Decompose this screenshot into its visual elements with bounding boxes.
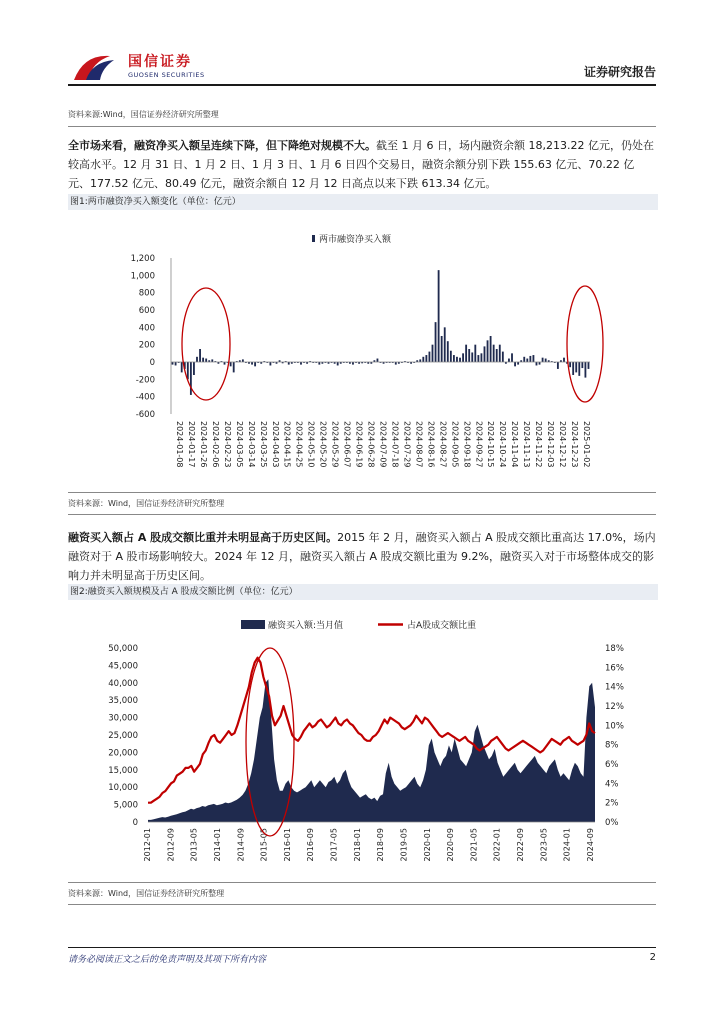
figure-1-caption: 图1:两市融资净买入额变化（单位：亿元） [68,194,658,210]
x-tick-label: 2024-05-20 [318,421,328,468]
figure-1-chart [68,216,656,488]
y-tick-label: -600 [135,410,155,420]
x-tick-label: 2019-05 [399,828,409,862]
legend-label-line: 占A股成交额比重 [407,621,477,631]
y-tick-label: -400 [135,392,155,403]
x-tick-label: 2017-05 [329,828,339,862]
x-tick-label: 2024-09 [586,828,595,862]
bar [496,349,498,362]
x-tick-label: 2012-09 [166,828,176,862]
x-tick-label: 2024-06-28 [366,421,376,468]
bar [471,352,473,362]
bar [569,362,571,367]
x-tick-label: 2024-02-23 [222,421,232,468]
y-right-tick-label: 8% [605,740,619,751]
report-type: 证券研究报告 [583,65,656,79]
x-tick-label: 2024-04-03 [270,421,280,468]
bar [205,359,207,362]
bar [523,357,525,362]
bar [477,355,479,362]
x-tick-label: 2024-11-13 [522,421,532,468]
x-tick-label: 2024-09-05 [450,421,460,468]
y-tick-label: -200 [135,375,155,386]
x-tick-label: 2024-07-29 [402,421,412,468]
bar [578,362,580,376]
x-tick-label: 2023-05 [539,828,549,862]
footer-disclaimer: 请务必阅读正文之后的免责声明及其项下所有内容 [68,955,267,965]
x-tick-label: 2024-01-17 [186,421,196,468]
bar [465,345,467,362]
x-tick-label: 2015-05 [259,828,269,862]
bar [533,355,535,362]
y-right-tick-label: 10% [605,721,624,732]
bar [441,336,443,362]
x-tick-label: 2024-05-10 [306,421,316,468]
bar [502,352,504,362]
paragraph-1 [68,136,656,193]
x-tick-label: 2024-08-16 [426,421,436,468]
bar [572,362,574,375]
x-tick-label: 2024-11-04 [510,421,520,468]
bar [233,362,235,372]
bar [447,341,449,362]
bar [199,349,201,362]
bar [484,346,486,362]
y-left-tick-label: 0 [132,818,138,828]
y-right-tick-label: 0% [605,818,619,828]
bar [453,355,455,362]
paragraph-1-lead: 全市场来看，融资净买入额呈连续下降，但下降绝对规模不大。 [68,139,376,152]
x-tick-label: 2024-06-19 [354,421,364,468]
bar [511,353,513,362]
y-right-tick-label: 6% [605,760,619,770]
bar [584,362,586,378]
bar [254,362,256,366]
x-tick-label: 2024-01 [562,828,572,862]
footer-divider [68,947,656,948]
bar [490,336,492,362]
x-tick-label: 2013-05 [189,828,199,862]
bar [563,358,565,362]
y-left-tick-label: 25,000 [108,731,138,741]
x-tick-label: 2024-01-26 [198,421,208,468]
y-right-tick-label: 12% [605,702,624,712]
bar [432,345,434,362]
brand-logo [70,50,205,86]
bar [438,270,440,362]
bar [435,322,437,362]
bar [542,358,544,362]
highlight-ellipse-left [182,288,230,400]
x-tick-label: 2024-03-14 [246,421,256,468]
x-tick-label: 2021-05 [469,828,479,862]
paragraph-1-body: 截至 1 月 6 日，场内融资余额 18,213.22 亿元，仍处在较高水平。12 月 31 日、1 月 2 日、1 月 3 日、1 月 6 日四个交易日，融资余额分别下跌 155.63 亿元、70.22 亿元、177.52 亿元、80.49 亿元，融资余额自 12 月 12 日高点以来下跌 613.34 亿元。 [68,139,654,190]
bar [422,357,424,362]
bar [202,358,204,362]
y-tick-label: 600 [138,306,155,316]
x-tick-label: 2025-01-02 [582,421,592,468]
figure-2-bottom-divider [68,904,656,905]
y-left-tick-label: 50,000 [108,644,138,654]
bar [474,345,476,362]
figure-2-divider [68,882,656,883]
x-tick-label: 2024-07-18 [390,421,400,468]
y-tick-label: 1,200 [130,254,155,264]
y-left-tick-label: 45,000 [108,661,138,672]
figure-1-bottom-divider [68,514,656,515]
bar [459,358,461,362]
x-tick-label: 2016-09 [306,828,316,862]
bar [425,355,427,362]
bar [557,362,559,369]
bar [487,340,489,362]
bar [269,362,271,365]
bar [462,353,464,362]
y-right-tick-label: 16% [605,663,624,674]
x-tick-label: 2018-09 [376,828,386,862]
bar [481,353,483,362]
figure-2-chart [68,606,656,878]
x-tick-label: 2020-09 [446,828,456,862]
y-left-tick-label: 30,000 [108,713,138,724]
y-left-tick-label: 35,000 [108,696,138,707]
logo-emblem-icon [70,50,124,86]
y-tick-label: 1,000 [130,271,155,282]
bar [193,362,195,375]
source-divider-top [68,126,656,127]
x-tick-label: 2016-01 [282,828,292,862]
x-tick-label: 2024-02-06 [210,421,220,468]
bar [581,362,583,368]
bar [529,356,531,362]
y-tick-label: 0 [149,358,155,368]
x-tick-label: 2024-07-09 [378,421,388,468]
legend-label-area: 融资买入额:当月值 [268,621,344,631]
bar [493,345,495,362]
legend-swatch [312,235,315,242]
bar [175,362,177,365]
paragraph-2-body: 2015 年 2 月，融资买入额占 A 股成交额比重高达 17.0%，场内融资对于 A 股市场影响较大。2024 年 12 月，融资买入额占 A 股成交额比重为 9.2%，融资买入对于市场整体成交的影响力并未明显高于历史区间。 [68,531,656,582]
paragraph-2 [68,528,656,585]
logo-name: 国信证券 [128,54,192,70]
x-tick-label: 2022-01 [492,828,502,862]
figure-1-divider [68,492,656,493]
bar [337,362,339,365]
paragraph-2-lead: 融资买入额占 A 股成交额比重并未明显高于历史区间。 [68,531,338,544]
header-divider [68,84,656,86]
x-tick-label: 2024-12-03 [546,421,556,468]
figure-2-caption: 图2:融资买入额规模及占 A 股成交额比例（单位：亿元） [68,584,658,600]
x-tick-label: 2024-03-25 [258,421,268,468]
bar [456,357,458,362]
y-right-tick-label: 18% [605,644,624,654]
x-tick-label: 2024-01-08 [174,421,184,468]
y-right-tick-label: 2% [605,798,619,809]
y-right-tick-label: 14% [605,682,624,693]
bar [230,362,232,366]
x-tick-label: 2024-06-07 [342,421,352,468]
logo-subtitle: GUOSEN SECURITIES [128,71,205,79]
bar [575,362,577,372]
bar [377,359,379,362]
x-tick-label: 2024-10-15 [486,421,496,468]
x-tick-label: 2020-01 [422,828,432,862]
y-left-tick-label: 20,000 [108,748,138,759]
bar [181,362,183,372]
figure-1-source: 资料来源：Wind，国信证券经济研究所整理 [68,499,225,508]
x-tick-label: 2024-05-29 [330,421,340,468]
x-tick-label: 2022-09 [516,828,526,862]
bar [444,327,446,362]
legend-label: 两市融资净买入额 [319,235,392,245]
x-tick-label: 2024-08-27 [438,421,448,468]
x-tick-label: 2018-01 [352,828,362,862]
figure-2-source: 资料来源：Wind，国信证券经济研究所整理 [68,889,225,898]
y-tick-label: 800 [138,288,155,299]
page-number: 2 [649,952,656,963]
y-left-tick-label: 40,000 [108,678,138,689]
y-right-tick-label: 4% [605,779,619,790]
x-tick-label: 2024-10-24 [498,421,508,468]
x-tick-label: 2024-08-07 [414,421,424,468]
bar [468,349,470,362]
area-financing-buy [148,679,595,822]
x-tick-label: 2024-03-05 [234,421,244,468]
bar [429,352,431,362]
bar [536,362,538,365]
x-tick-label: 2024-12-12 [558,421,568,468]
legend-swatch-area [241,620,265,629]
x-tick-label: 2014-09 [236,828,246,862]
y-left-tick-label: 10,000 [108,783,138,794]
y-tick-label: 200 [138,340,155,351]
bar [196,357,198,362]
highlight-ellipse-right [567,286,603,402]
x-tick-label: 2024-04-15 [282,421,292,468]
x-tick-label: 2024-04-25 [294,421,304,468]
bar [187,362,189,379]
x-tick-label: 2024-09-18 [462,421,472,468]
bar [508,359,510,362]
bar [514,362,516,366]
bar [588,362,590,369]
bar [499,345,501,362]
x-tick-label: 2014-01 [212,828,222,862]
source-note-top: 资料来源:Wind，国信证券经济研究所整理 [68,110,219,119]
bar [450,351,452,362]
x-tick-label: 2024-09-27 [474,421,484,468]
x-tick-label: 2012-01 [143,828,152,862]
y-left-tick-label: 15,000 [108,765,138,776]
x-tick-label: 2024-12-23 [570,421,580,468]
bar [545,359,547,362]
bar [526,359,528,362]
x-tick-label: 2024-11-22 [534,421,544,468]
y-tick-label: 400 [138,323,155,334]
y-left-tick-label: 5,000 [113,800,138,811]
